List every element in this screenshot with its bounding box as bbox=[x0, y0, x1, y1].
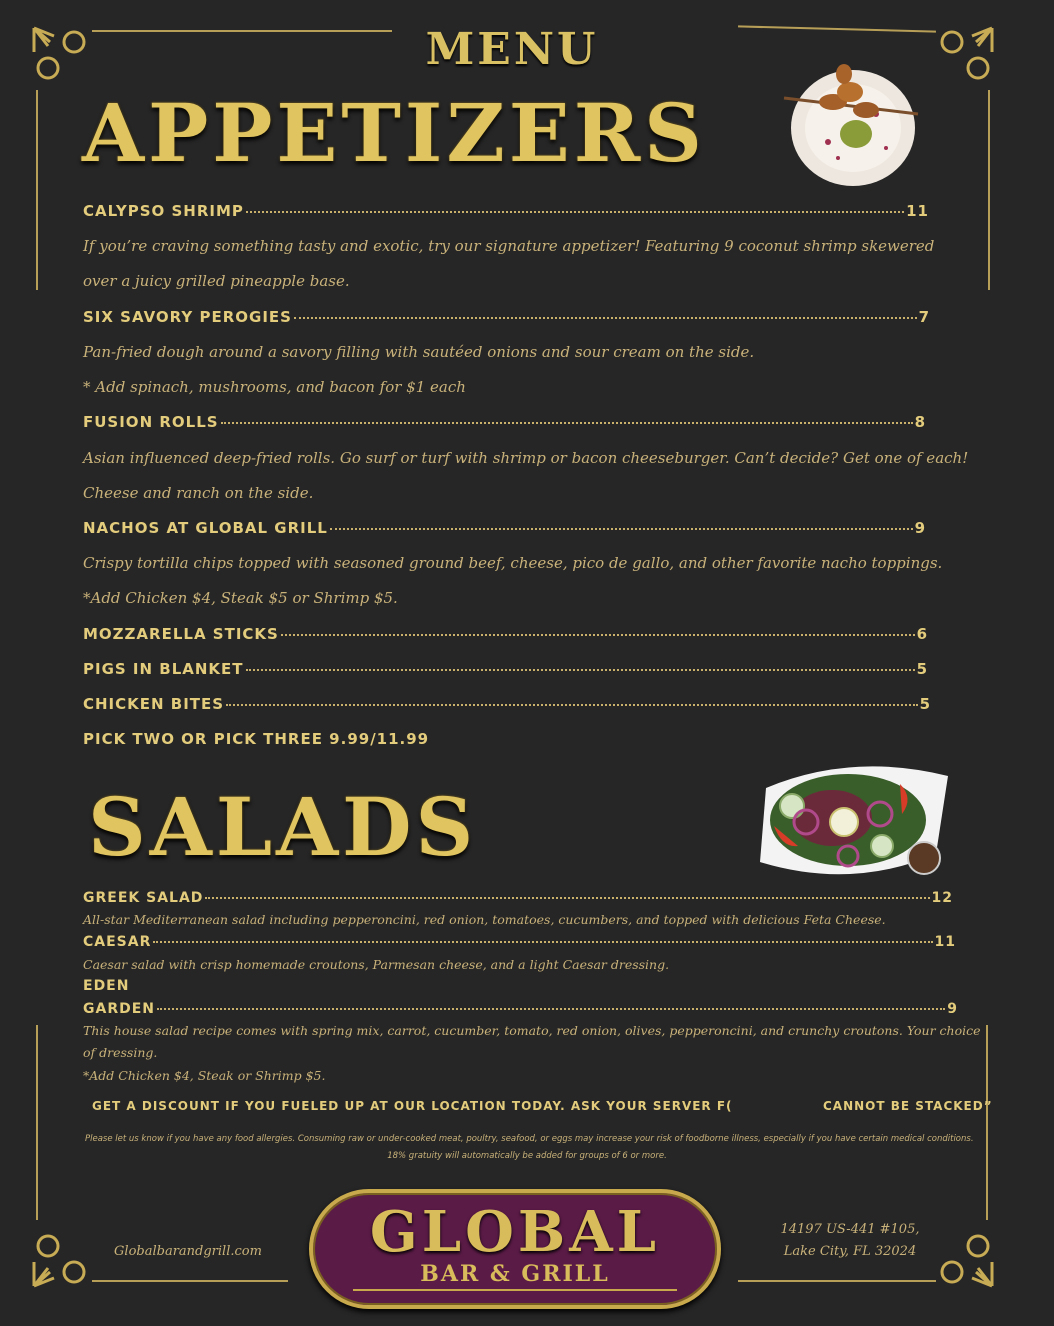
item-price: 8 bbox=[914, 413, 926, 431]
item-name: SIX SAVORY PEROGIES bbox=[83, 308, 292, 326]
item-description: * Add spinach, mushrooms, and bacon for $1 each bbox=[83, 378, 466, 396]
frame-right-bottom bbox=[986, 1025, 988, 1220]
leader-dots bbox=[226, 704, 917, 706]
ornament-bottom-left-icon bbox=[28, 1222, 98, 1292]
item-description: All-star Mediterranean salad including pepperoncini, red onion, tomatoes, cucumbers, and topped with delicious Feta Cheese. bbox=[83, 912, 886, 927]
leader-dots bbox=[330, 528, 913, 530]
item-name: NACHOS AT GLOBAL GRILL bbox=[83, 519, 328, 537]
item-description: Pan-fried dough around a savory filling with sautéed onions and sour cream on the side. bbox=[83, 343, 755, 361]
frame-bottom-right bbox=[738, 1280, 936, 1282]
frame-left-top bbox=[36, 90, 38, 290]
item-price: 7 bbox=[918, 308, 930, 326]
appetizers-title: APPETIZERS bbox=[82, 86, 706, 180]
item-price: 9 bbox=[947, 1001, 958, 1017]
item-price: 12 bbox=[931, 890, 953, 906]
global-logo bbox=[309, 1189, 721, 1309]
website-text[interactable]: Globalbarandgrill.com bbox=[114, 1244, 262, 1259]
promo-text-left: GET A DISCOUNT IF YOU FUELED UP AT OUR LOCATION TODAY. ASK YOUR SERVER F( bbox=[92, 1099, 733, 1113]
item-description: Crispy tortilla chips topped with seasoned ground beef, cheese, pico de gallo, and other favorite nacho toppings. bbox=[83, 554, 943, 572]
item-description: *Add Chicken $4, Steak $5 or Shrimp $5. bbox=[83, 589, 398, 607]
item-name: CAESAR bbox=[83, 934, 152, 950]
item-name: CALYPSO SHRIMP bbox=[83, 202, 244, 220]
item-price: 11 bbox=[934, 934, 956, 950]
frame-left-bottom bbox=[36, 1025, 38, 1220]
frame-bottom-left bbox=[92, 1280, 288, 1282]
leader-dots bbox=[246, 211, 904, 213]
menu-item-garden bbox=[83, 1001, 958, 1017]
logo-sub-text: BAR & GRILL bbox=[420, 1261, 610, 1287]
menu-item-chicken-bites bbox=[83, 695, 931, 713]
item-name: GREEK SALAD bbox=[83, 890, 204, 906]
salads-title: SALADS bbox=[88, 780, 478, 874]
item-name: FUSION ROLLS bbox=[83, 413, 219, 431]
item-name: GARDEN bbox=[83, 1001, 156, 1017]
address-line-1: 14197 US-441 #105, bbox=[780, 1222, 920, 1237]
leader-dots bbox=[294, 317, 917, 319]
menu-item-caesar bbox=[83, 934, 956, 950]
item-name: CHICKEN BITES bbox=[83, 695, 225, 713]
eden-label bbox=[83, 978, 129, 994]
salad-plate-photo bbox=[752, 758, 952, 882]
gratuity-notice: 18% gratuity will automatically be added for groups of 6 or more. bbox=[387, 1151, 667, 1161]
item-price: 9 bbox=[914, 519, 926, 537]
leader-dots bbox=[281, 634, 915, 636]
item-description: Caesar salad with crisp homemade croutons, Parmesan cheese, and a light Caesar dressing. bbox=[83, 957, 670, 972]
pick-line-text: PICK TWO OR PICK THREE 9.99/11.99 bbox=[83, 730, 430, 748]
menu-item-nachos bbox=[83, 519, 926, 537]
item-price: 11 bbox=[906, 202, 929, 220]
menu-item-fusion-rolls bbox=[83, 413, 926, 431]
leader-dots bbox=[205, 897, 929, 899]
address-line-2: Lake City, FL 32024 bbox=[783, 1244, 917, 1259]
item-price: 5 bbox=[916, 660, 928, 678]
leader-dots bbox=[153, 941, 932, 943]
promo-text-right: CANNOT BE STACKED” bbox=[823, 1099, 993, 1113]
menu-item-calypso-shrimp bbox=[83, 202, 929, 220]
item-description: over a juicy grilled pineapple base. bbox=[83, 272, 350, 290]
item-description: If you’re craving something tasty and exotic, try our signature appetizer! Featuring 9 coconut shrimp skewered bbox=[83, 237, 935, 255]
item-description: Asian influenced deep-fried rolls. Go surf or turf with shrimp or bacon cheeseburger. Can’t decide? Get one of each! bbox=[83, 449, 969, 467]
menu-item-pigs-in-blanket bbox=[83, 660, 928, 678]
item-price: 6 bbox=[916, 625, 928, 643]
item-name: PIGS IN BLANKET bbox=[83, 660, 244, 678]
shrimp-plate-photo bbox=[778, 62, 928, 192]
leader-dots bbox=[246, 669, 915, 671]
logo-main-text: GLOBAL bbox=[369, 1199, 661, 1265]
menu-item-six-savory-perogies bbox=[83, 308, 930, 326]
menu-heading: MENU bbox=[425, 24, 599, 75]
item-price: 5 bbox=[919, 695, 931, 713]
logo-rule bbox=[353, 1289, 677, 1291]
eden-text: EDEN bbox=[83, 978, 130, 994]
item-description: *Add Chicken $4, Steak or Shrimp $5. bbox=[83, 1068, 326, 1083]
item-name: MOZZARELLA STICKS bbox=[83, 625, 279, 643]
ornament-bottom-right-icon bbox=[928, 1222, 998, 1292]
menu-item-greek-salad bbox=[83, 890, 953, 906]
allergy-notice: Please let us know if you have any food allergies. Consuming raw or under-cooked meat, poultry, seafood, or eggs may increase your risk of foodborne illness, especially if you have certain medical conditions. bbox=[85, 1134, 974, 1144]
menu-item-mozzarella-sticks bbox=[83, 625, 928, 643]
leader-dots bbox=[157, 1008, 945, 1010]
item-description: This house salad recipe comes with spring mix, carrot, cucumber, tomato, red onion, olives, pepperoncini, and crunchy croutons. Your choice bbox=[83, 1023, 981, 1038]
leader-dots bbox=[221, 422, 913, 424]
pick-two-three-line bbox=[83, 730, 429, 748]
item-description: Cheese and ranch on the side. bbox=[83, 484, 314, 502]
frame-right-top bbox=[988, 90, 990, 290]
item-description: of dressing. bbox=[83, 1045, 158, 1060]
